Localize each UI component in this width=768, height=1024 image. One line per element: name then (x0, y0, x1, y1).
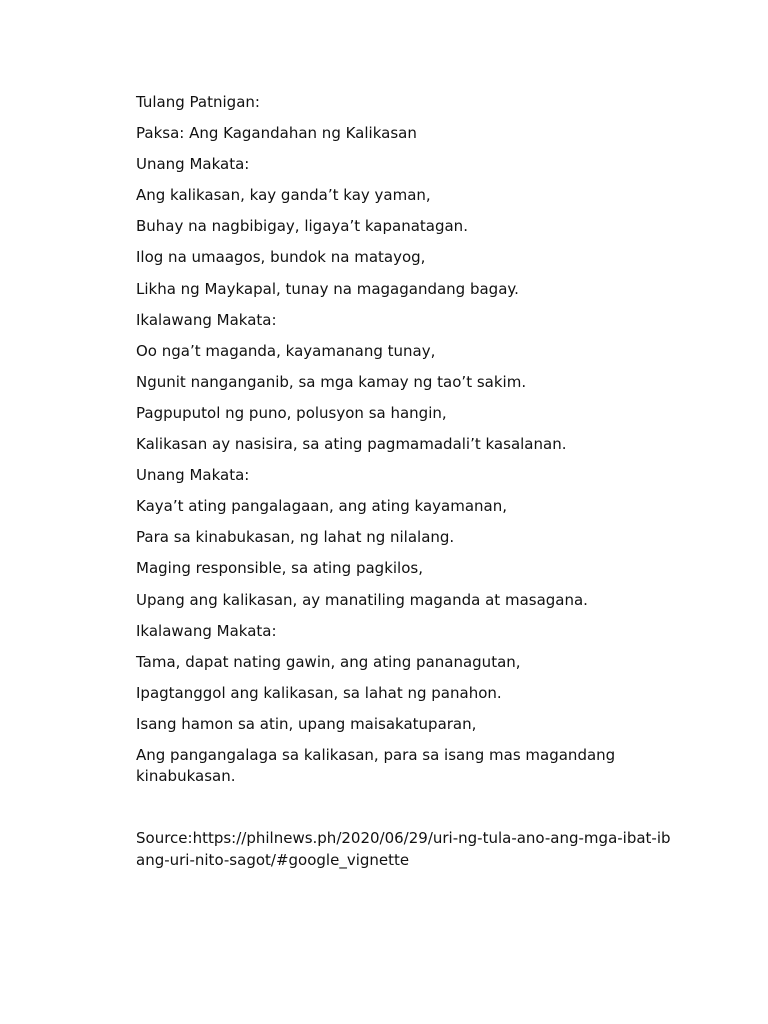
poem-line: Buhay na nagbibigay, ligaya’t kapanatagan. (136, 217, 468, 236)
poem-line: Isang hamon sa atin, upang maisakatuparan, (136, 714, 477, 733)
poem-line: Ang pangangalaga sa kalikasan, para sa isang mas magandang kinabukasan. (136, 745, 616, 785)
speaker-label: Ikalawang Makata: (136, 621, 277, 640)
poem-line: Pagpuputol ng puno, polusyon sa hangin, (136, 403, 447, 422)
poem-line: Tama, dapat nating gawin, ang ating pananagutan, (136, 652, 521, 671)
source-citation: Source:https://philnews.ph/2020/06/29/uri-ng-tula-ano-ang-mga-ibat-ibang-uri-nito-sagot/#google_vignette (136, 828, 671, 869)
poem-title: Tulang Patnigan: (136, 93, 260, 111)
poem-line: Ang kalikasan, kay ganda’t kay yaman, (136, 186, 431, 205)
speaker-label: Unang Makata: (136, 466, 250, 485)
poem-line: Ilog na umaagos, bundok na matayog, (136, 248, 426, 267)
poem-line: Oo nga’t maganda, kayamanang tunay, (136, 341, 436, 360)
speaker-label: Unang Makata: (136, 155, 250, 174)
poem-line: Likha ng Maykapal, tunay na magagandang bagay. (136, 279, 519, 298)
poem-line: Maging responsible, sa ating pagkilos, (136, 559, 423, 578)
poem-line: Ipagtanggol ang kalikasan, sa lahat ng panahon. (136, 683, 502, 702)
poem-line: Kalikasan ay nasisira, sa ating pagmamadali’t kasalanan. (136, 435, 567, 454)
speaker-label: Ikalawang Makata: (136, 310, 277, 329)
poem-subject: Paksa: Ang Kagandahan ng Kalikasan (136, 124, 417, 143)
document-page (136, 92, 676, 869)
poem-line: Para sa kinabukasan, ng lahat ng nilalang. (136, 528, 455, 547)
poem-line: Ngunit nanganganib, sa mga kamay ng tao’t sakim. (136, 372, 527, 391)
poem-line: Kaya’t ating pangalagaan, ang ating kayamanan, (136, 497, 508, 516)
poem-line: Upang ang kalikasan, ay manatiling maganda at masagana. (136, 590, 588, 609)
